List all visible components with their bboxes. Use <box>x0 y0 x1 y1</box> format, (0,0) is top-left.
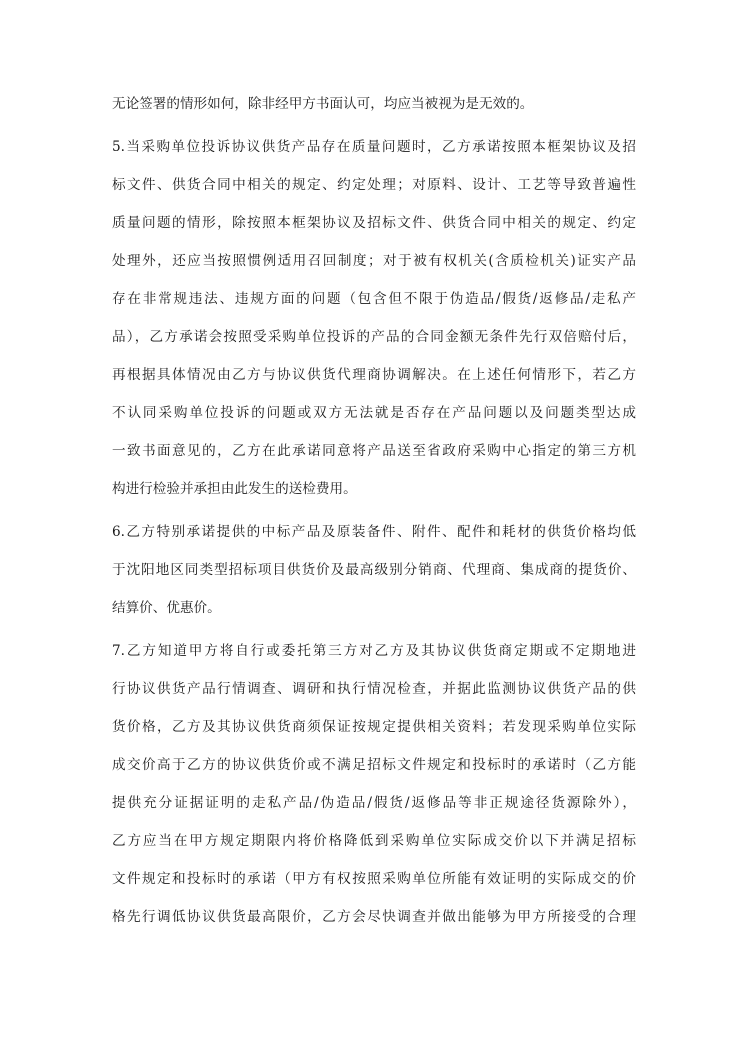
text-line: 一致书面意见的，乙方在此承诺同意将产品送至省政府采购中心指定的第三方机 <box>112 443 636 459</box>
text-line: 货价格，乙方及其协议供货商须保证按规定提供相关资料；若发现采购单位实际 <box>112 719 636 735</box>
text-line: 文件规定和投标时的承诺（甲方有权按照采购单位所能有效证明的实际成交的价 <box>112 871 636 887</box>
text-line: 标文件、供货合同中相关的规定、约定处理；对原料、设计、工艺等导致普遍性 <box>112 177 636 193</box>
text-line: 7.乙方知道甲方将自行或委托第三方对乙方及其协议供货商定期或不定期地进 <box>112 643 636 659</box>
text-line: 无论签署的情形如何，除非经甲方书面认可，均应当被视为是无效的。 <box>112 96 534 112</box>
text-line: 乙方应当在甲方规定期限内将价格降低到采购单位实际成交价以下并满足招标 <box>112 833 636 849</box>
text-line: 存在非常规违法、违规方面的问题（包含但不限于伪造品/假货/返修品/走私产 <box>112 291 636 307</box>
text-line: 不认同采购单位投诉的问题或双方无法就是否存在产品问题以及问题类型达成 <box>112 405 636 421</box>
text-line: 成交价高于乙方的协议供货价或不满足招标文件规定和投标时的承诺时（乙方能 <box>112 757 636 773</box>
text-line: 质量问题的情形，除按照本框架协议及招标文件、供货合同中相关的规定、约定 <box>112 215 636 231</box>
text-line: 6.乙方特别承诺提供的中标产品及原装备件、附件、配件和耗材的供货价格均低 <box>112 524 636 540</box>
text-line: 于沈阳地区同类型招标项目供货价及最高级别分销商、代理商、集成商的提货价、 <box>112 562 636 578</box>
text-line: 提供充分证据证明的走私产品/伪造品/假货/返修品等非正规途径货源除外）， <box>112 795 636 811</box>
text-line: 再根据具体情况由乙方与协议供货代理商协调解决。在上述任何情形下，若乙方 <box>112 367 636 383</box>
text-line: 结算价、优惠价。 <box>112 600 221 616</box>
text-line: 处理外，还应当按照惯例适用召回制度；对于被有权机关(含质检机关)证实产品 <box>112 253 636 269</box>
text-line: 行协议供货产品行情调查、调研和执行情况检查，并据此监测协议供货产品的供 <box>112 681 636 697</box>
text-line: 构进行检验并承担由此发生的送检费用。 <box>112 481 357 497</box>
text-line: 5.当采购单位投诉协议供货产品存在质量问题时，乙方承诺按照本框架协议及招 <box>112 139 636 155</box>
text-line: 格先行调低协议供货最高限价，乙方会尽快调查并做出能够为甲方所接受的合理 <box>112 909 636 925</box>
text-line: 品），乙方承诺会按照受采购单位投诉的产品的合同金额无条件先行双倍赔付后， <box>112 329 636 345</box>
